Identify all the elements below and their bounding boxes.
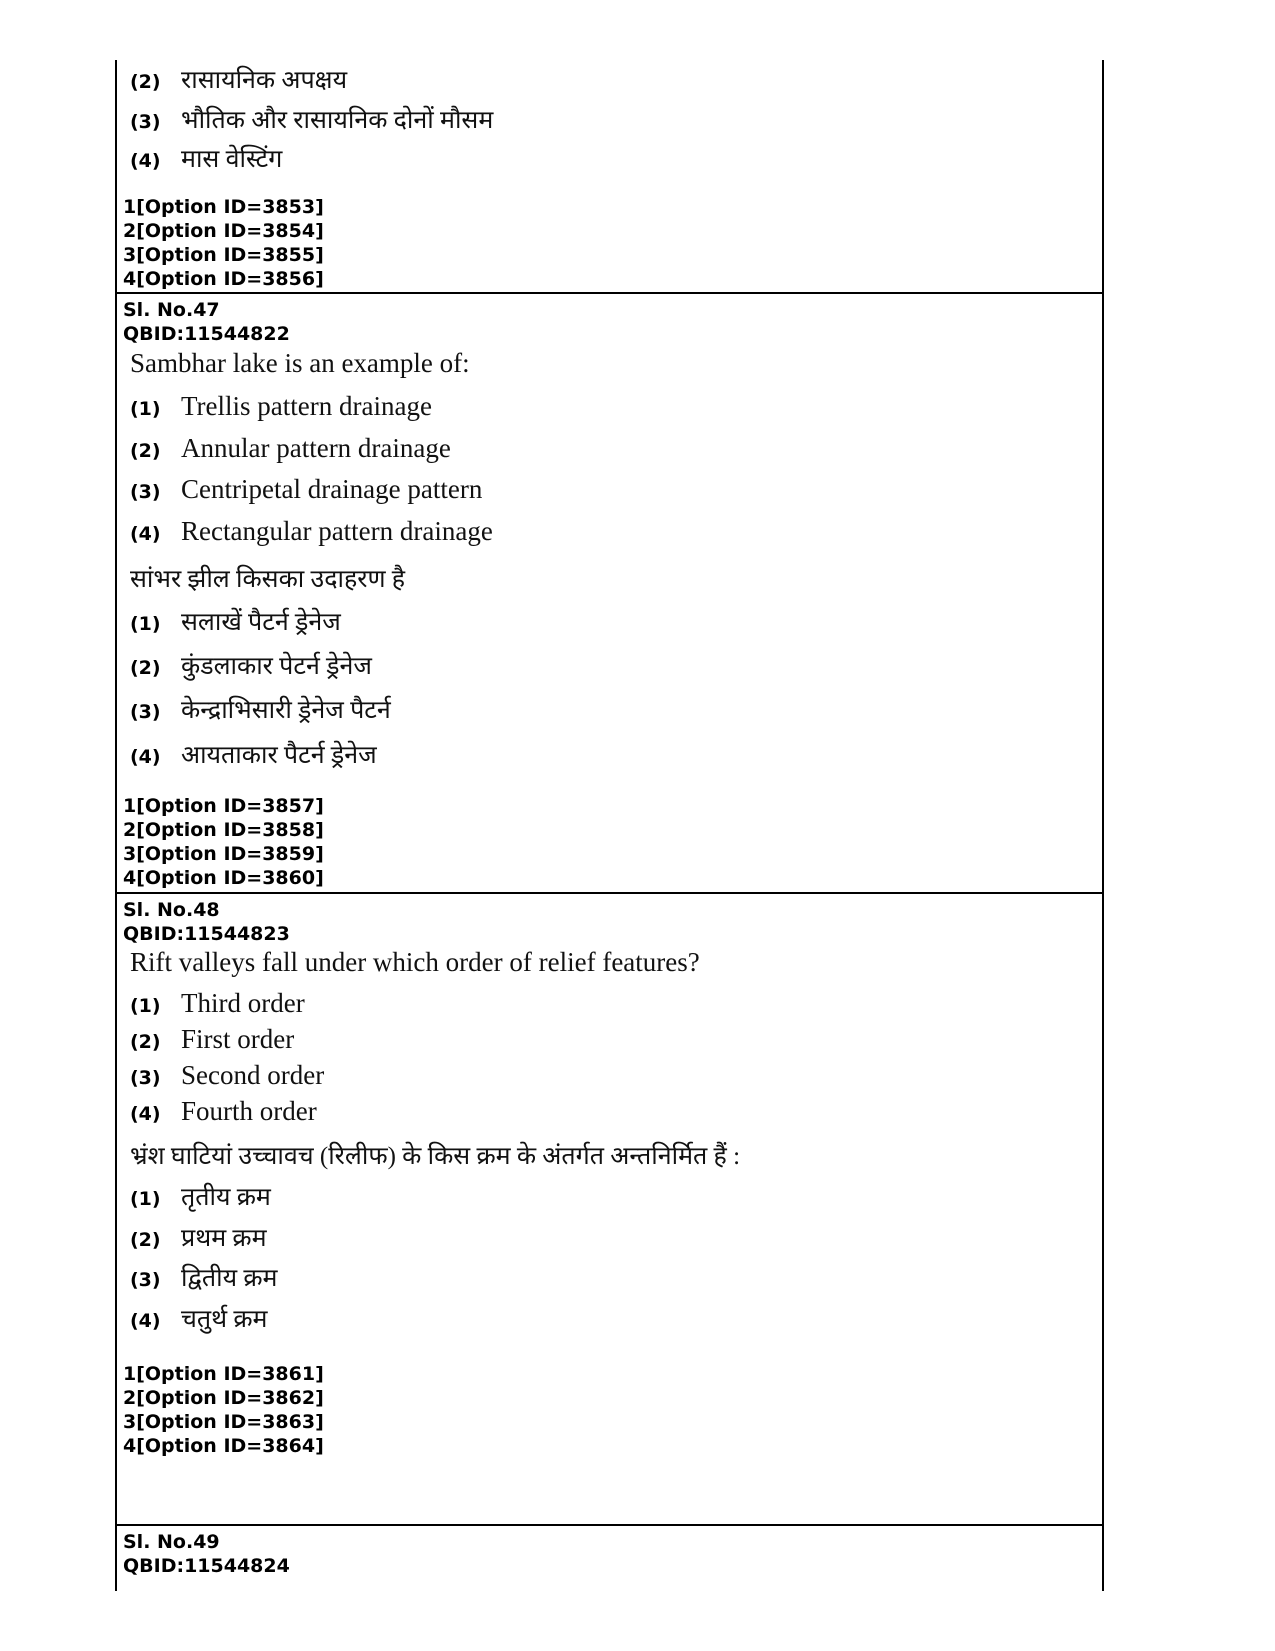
option-en-2: (2) First order bbox=[130, 1024, 295, 1054]
option-id-list: 1[Option ID=3853] 2[Option ID=3854] 3[Option ID=3855] 4[Option ID=3856] bbox=[123, 196, 324, 290]
option-en-3: (3) Second order bbox=[130, 1060, 325, 1090]
serial-number: Sl. No.47 bbox=[123, 299, 220, 321]
option-en-4: (4) Rectangular pattern drainage bbox=[130, 516, 493, 546]
question-text-hi: सांभर झील किसका उदाहरण है bbox=[130, 566, 406, 593]
option-en-1: (1) Third order bbox=[130, 988, 305, 1018]
question-49 bbox=[117, 1530, 1102, 1578]
question-divider bbox=[117, 892, 1102, 894]
question-48 bbox=[117, 898, 1102, 1457]
option-en-2: (2) Annular pattern drainage bbox=[130, 433, 451, 463]
option-en-1: (1) Trellis pattern drainage bbox=[130, 391, 432, 421]
option-hi-4: (4) आयताकार पैटर्न ड्रेनेज bbox=[130, 742, 377, 769]
option-hi-2: (2) प्रथम क्रम bbox=[130, 1225, 267, 1252]
option-id-list: 1[Option ID=3857] 2[Option ID=3858] 3[Option ID=3859] 4[Option ID=3860] bbox=[123, 795, 324, 889]
option-hi-3: (3) द्वितीय क्रम bbox=[130, 1265, 278, 1292]
option-hi-4: (4) मास वेस्टिंग bbox=[130, 146, 283, 173]
option-hi-2: (2) कुंडलाकार पेटर्न ड्रेनेज bbox=[130, 653, 372, 680]
option-id-list: 1[Option ID=3861] 2[Option ID=3862] 3[Option ID=3863] 4[Option ID=3864] bbox=[123, 1363, 324, 1457]
serial-number: Sl. No.48 bbox=[123, 899, 220, 921]
serial-number: Sl. No.49 bbox=[123, 1531, 220, 1553]
option-en-3: (3) Centripetal drainage pattern bbox=[130, 474, 483, 504]
qbid: QBID:11544822 bbox=[123, 323, 290, 345]
qbid: QBID:11544824 bbox=[123, 1555, 290, 1577]
option-hi-4: (4) चतुर्थ क्रम bbox=[130, 1306, 268, 1333]
option-hi-1: (1) तृतीय क्रम bbox=[130, 1184, 271, 1211]
option-hi-2: (2) रासायनिक अपक्षय bbox=[130, 67, 348, 94]
question-divider bbox=[117, 292, 1102, 294]
question-text-en: Sambhar lake is an example of: bbox=[130, 348, 470, 378]
option-hi-3: (3) भौतिक और रासायनिक दोनों मौसम bbox=[130, 107, 494, 134]
option-en-4: (4) Fourth order bbox=[130, 1096, 317, 1126]
question-text-en: Rift valleys fall under which order of relief features? bbox=[130, 947, 700, 977]
question-47 bbox=[117, 298, 1102, 889]
question-paper-frame bbox=[115, 60, 1104, 1591]
option-hi-3: (3) केन्द्राभिसारी ड्रेनेज पैटर्न bbox=[130, 697, 391, 724]
option-hi-1: (1) सलाखें पैटर्न ड्रेनेज bbox=[130, 609, 341, 636]
qbid: QBID:11544823 bbox=[123, 923, 290, 945]
question-divider bbox=[117, 1524, 1102, 1526]
question-text-hi: भ्रंश घाटियां उच्चावच (रिलीफ) के किस क्रम के अंतर्गत अन्तनिर्मित हैं : bbox=[130, 1143, 741, 1170]
